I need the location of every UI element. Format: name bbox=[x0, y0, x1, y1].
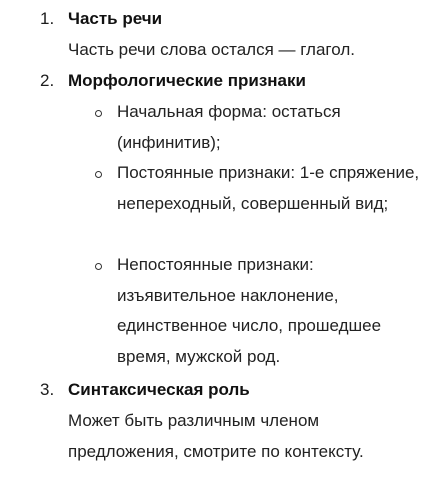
section-text: Часть речи слова остался — глагол. bbox=[68, 40, 355, 59]
bullet-item: Начальная форма: остаться (инфинитив); bbox=[117, 102, 341, 152]
section-heading: Синтаксическая роль bbox=[68, 380, 250, 399]
bullet-item: Постоянные признаки: 1-е спряжение, непереходный, совершенный вид; bbox=[117, 163, 420, 213]
bullet-marker bbox=[95, 110, 102, 117]
item-number: 3. bbox=[40, 380, 55, 399]
bullet-marker bbox=[95, 263, 102, 270]
item-number: 2. bbox=[40, 71, 55, 90]
section-heading: Часть речи bbox=[68, 9, 163, 28]
section-heading: Морфологические признаки bbox=[68, 71, 306, 90]
section-text: Может быть различным членом предложения, смотрите по контексту. bbox=[68, 411, 364, 461]
bullet-marker bbox=[95, 171, 102, 178]
bullet-item: Непостоянные признаки: изъявительное наклонение, единственное число, прошедшее время, мужской род. bbox=[117, 255, 382, 366]
item-number: 1. bbox=[40, 9, 55, 28]
